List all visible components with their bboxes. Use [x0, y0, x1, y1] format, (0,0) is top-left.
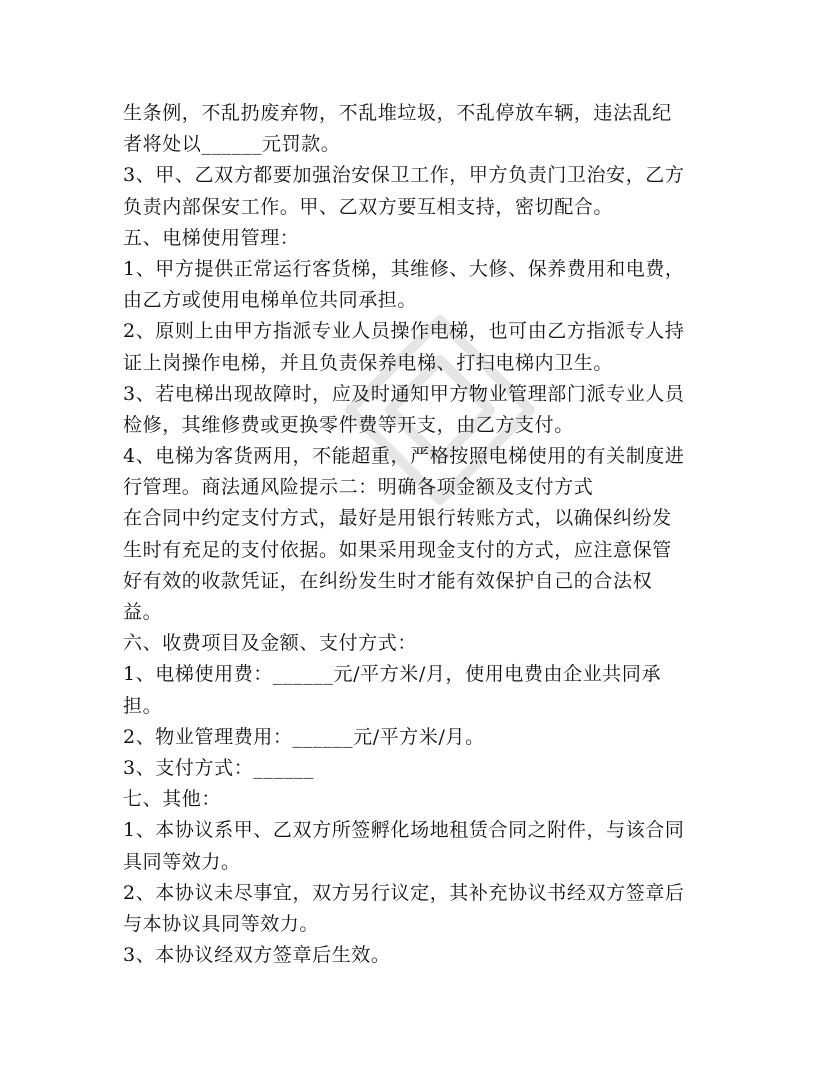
text-line: 好有效的收款凭证，在纠纷发生时才能有效保护自己的合法权 — [123, 569, 653, 592]
text-line: 担。 — [123, 694, 163, 717]
text-line: 1、本协议系甲、乙双方所签孵化场地租赁合同之附件，与该合同 — [123, 819, 685, 842]
text-line: 3、甲、乙双方都要加强治安保卫工作，甲方负责门卫治安，乙方 — [123, 164, 685, 187]
text-line: 2、本协议未尽事宜，双方另行议定，其补充协议书经双方签章后 — [123, 881, 685, 904]
text-line: 具同等效力。 — [123, 850, 241, 873]
text-line: 在合同中约定支付方式，最好是用银行转账方式，以确保纠纷发 — [123, 507, 672, 530]
section-heading: 六、收费项目及金额、支付方式： — [123, 632, 418, 655]
text-line: 由乙方或使用电梯单位共同承担。 — [123, 289, 418, 312]
text-line: 3、若电梯出现故障时，应及时通知甲方物业管理部门派专业人员 — [123, 382, 685, 405]
text-line: 负责内部保安工作。甲、乙双方要互相支持，密切配合。 — [123, 195, 614, 218]
text-line: 证上岗操作电梯，并且负责保养电梯、打扫电梯内卫生。 — [123, 351, 614, 374]
text-line: 生时有充足的支付依据。如果采用现金支付的方式，应注意保管 — [123, 538, 672, 561]
text-line: 者将处以______元罚款。 — [123, 133, 341, 156]
text-line: 生条例，不乱扔废弃物，不乱堆垃圾，不乱停放车辆，违法乱纪 — [123, 102, 672, 124]
text-line: 行管理。商法通风险提示二：明确各项金额及支付方式 — [123, 476, 594, 499]
text-line: 3、本协议经双方签章后生效。 — [123, 944, 391, 967]
text-line: 1、电梯使用费：______元/平方米/月，使用电费由企业共同承 — [123, 663, 662, 686]
text-line: 检修，其维修费或更换零件费等开支，由乙方支付。 — [123, 413, 574, 436]
section-heading: 七、其他： — [123, 788, 222, 811]
text-line: 2、物业管理费用：______元/平方米/月。 — [123, 725, 485, 748]
text-line: 4、电梯为客货两用，不能超重，严格按照电梯使用的有关制度进 — [123, 445, 685, 468]
document-body — [123, 98, 723, 971]
text-line: 1、甲方提供正常运行客货梯，其维修、大修、保养费用和电费， — [123, 257, 685, 280]
text-line: 益。 — [123, 601, 163, 623]
text-line: 2、原则上由甲方指派专业人员操作电梯，也可由乙方指派专人持 — [123, 320, 685, 343]
text-line: 与本协议具同等效力。 — [123, 912, 320, 935]
section-heading: 五、电梯使用管理： — [123, 226, 300, 249]
text-line: 3、支付方式：______ — [123, 756, 314, 779]
